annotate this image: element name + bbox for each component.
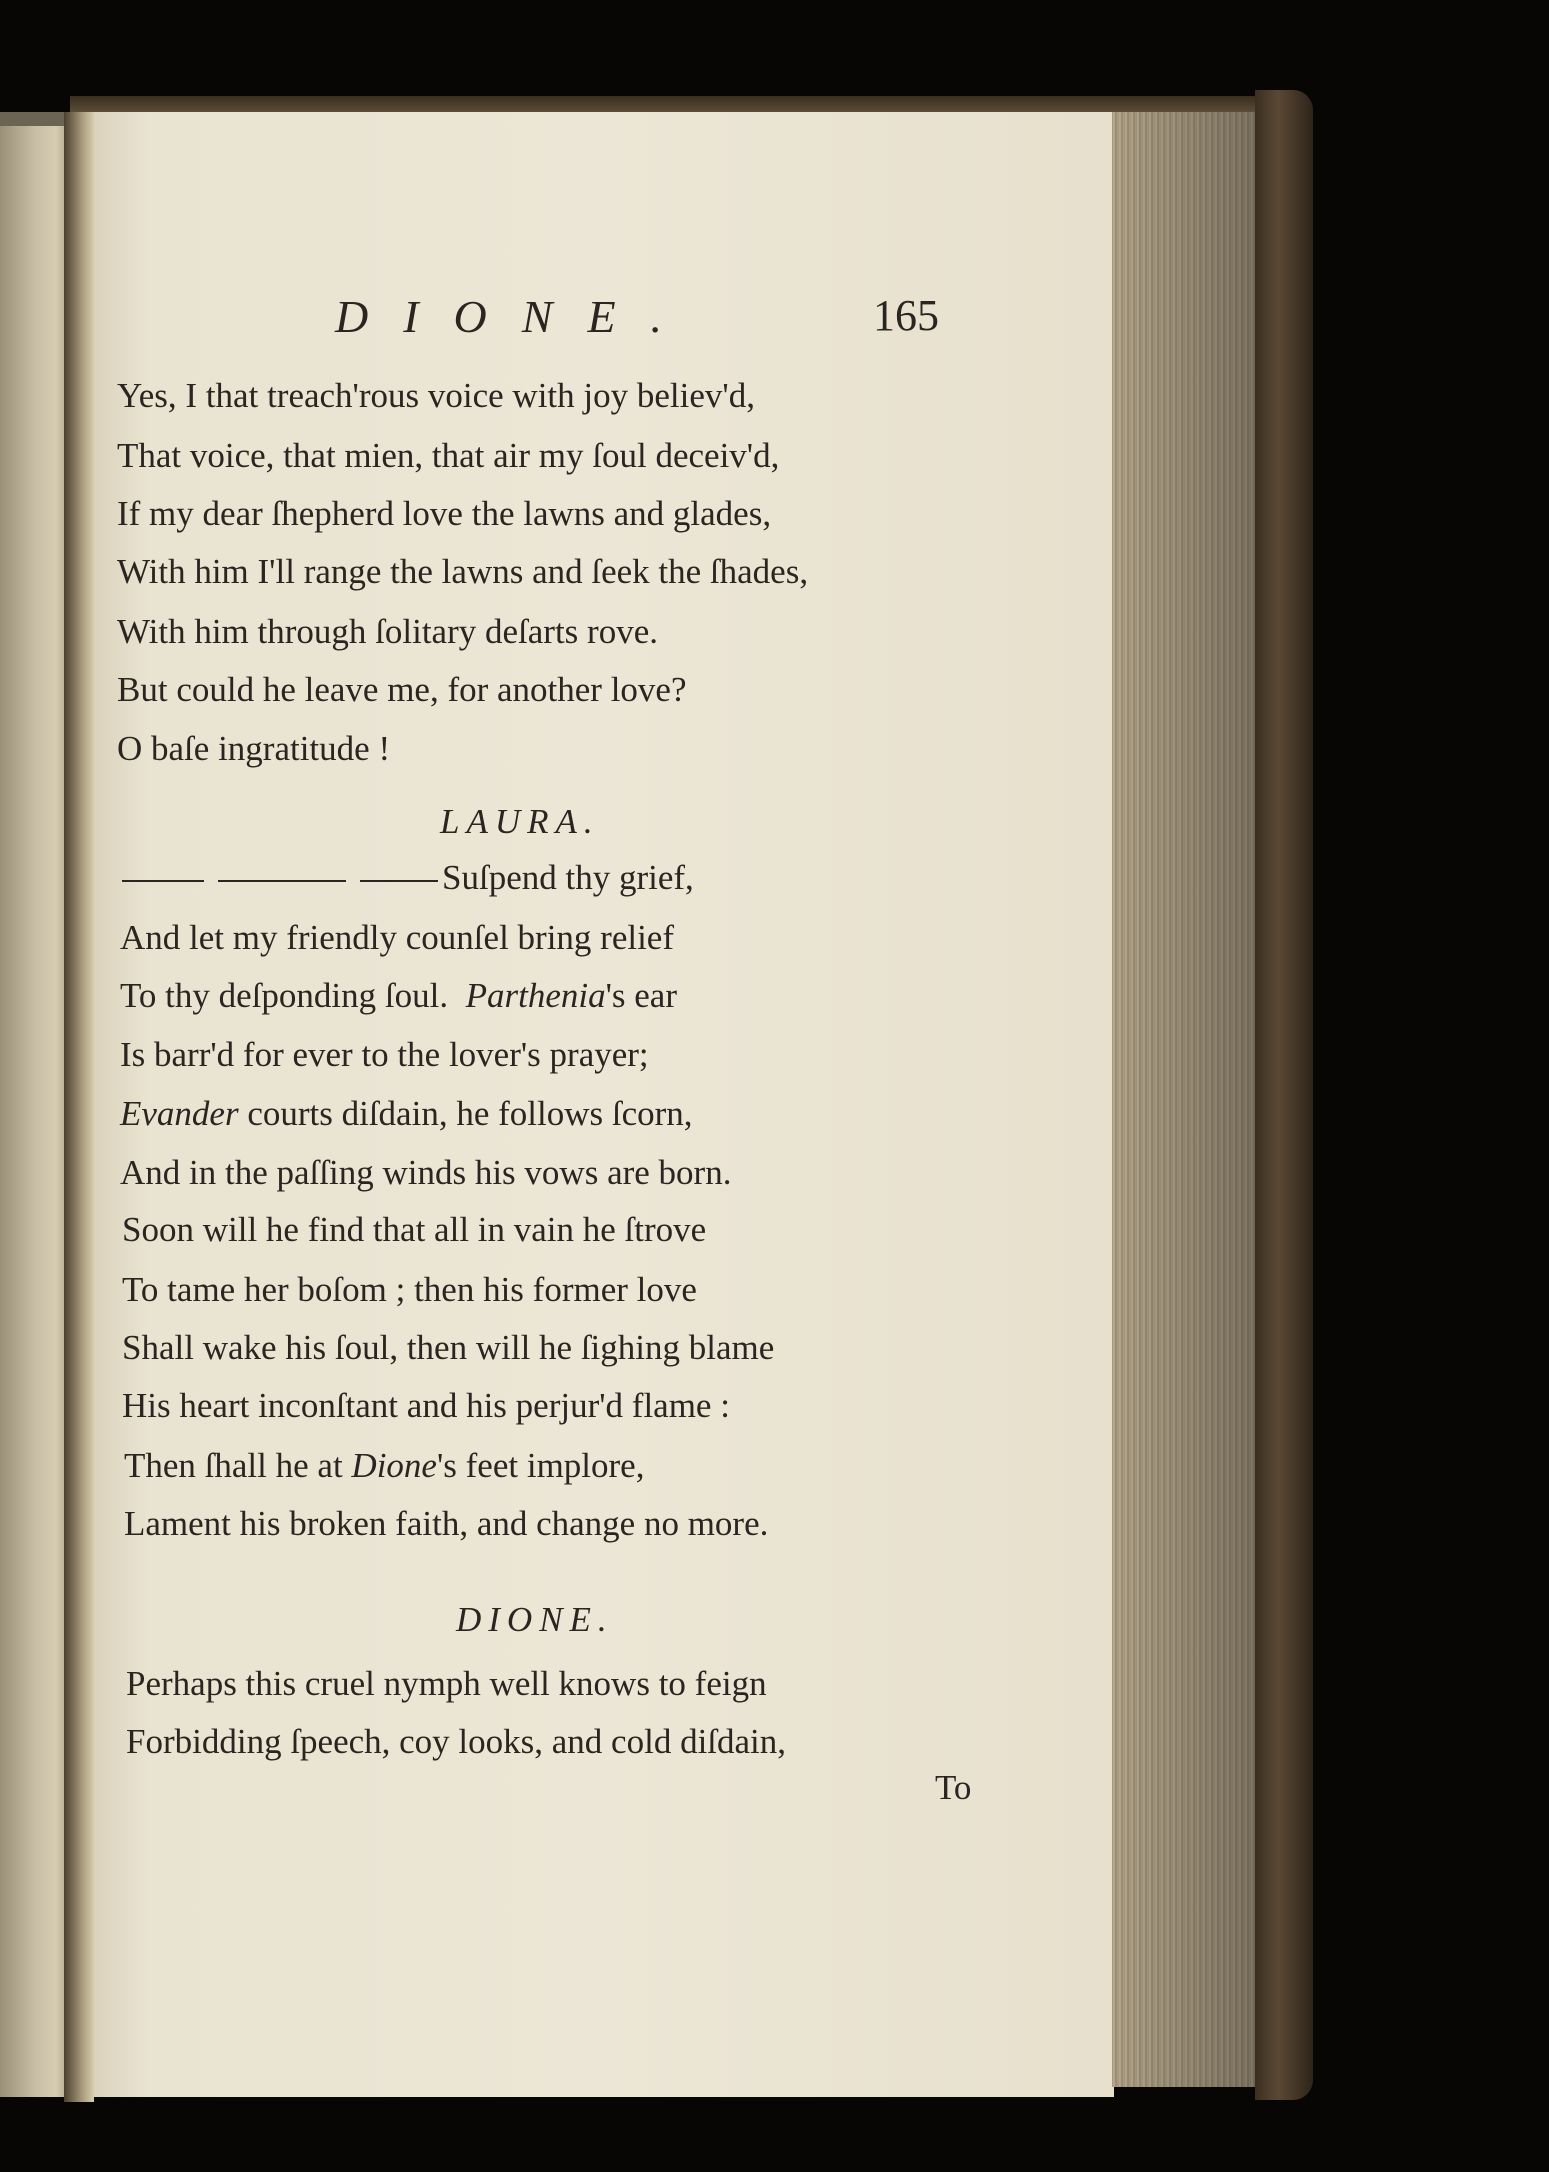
fore-edge-shadow bbox=[1112, 112, 1262, 2087]
verse-line: If my dear ſhepherd love the lawns and glades, bbox=[117, 494, 772, 533]
verse-line: With him through ſolitary deſarts rove. bbox=[117, 612, 658, 651]
verse-line: Lament his broken faith, and change no more. bbox=[124, 1504, 769, 1543]
book-cover bbox=[1255, 90, 1313, 2100]
character-name: Dione bbox=[351, 1446, 437, 1485]
verse-line: But could he leave me, for another love? bbox=[117, 670, 687, 709]
character-name: Evander bbox=[120, 1094, 239, 1133]
verse-text: Then ſhall he at bbox=[124, 1446, 352, 1485]
verse-text: 's ear bbox=[605, 976, 677, 1015]
verse-line bbox=[124, 1446, 644, 1486]
verse-text: 's feet implore, bbox=[436, 1446, 645, 1485]
rule-dash bbox=[122, 880, 204, 882]
verse-line: And let my friendly counſel bring relief bbox=[120, 918, 675, 957]
rule-dash bbox=[360, 880, 438, 882]
catchword: To bbox=[935, 1768, 972, 1807]
verse-text: To thy deſponding ſoul. bbox=[120, 976, 449, 1015]
verse-line: His heart inconſtant and his perjur'd flame : bbox=[122, 1386, 730, 1425]
verse-line: Soon will he find that all in vain he ſtrove bbox=[122, 1210, 707, 1249]
verse-text: courts diſdain, he follows ſcorn, bbox=[238, 1094, 693, 1133]
verse-line: Yes, I that treach'rous voice with joy believ'd, bbox=[117, 376, 755, 415]
verse-line: Perhaps this cruel nymph well knows to feign bbox=[126, 1664, 767, 1703]
verse-line: With him I'll range the lawns and ſeek the ſhades, bbox=[117, 552, 809, 591]
verse-line bbox=[120, 1094, 693, 1134]
book-gutter bbox=[64, 112, 94, 2102]
speaker-name: LAURA. bbox=[440, 802, 600, 841]
verse-line: That voice, that mien, that air my ſoul deceiv'd, bbox=[117, 436, 780, 475]
verse-line: O baſe ingratitude ! bbox=[117, 729, 391, 768]
rule-dash bbox=[218, 880, 346, 882]
verse-line: To tame her boſom ; then his former love bbox=[122, 1270, 697, 1309]
page-number: 165 bbox=[873, 291, 939, 340]
speaker-name: DIONE. bbox=[456, 1600, 614, 1639]
running-title: DIONE. bbox=[335, 291, 698, 342]
verse-line: Shall wake his ſoul, then will he ſighing blame bbox=[122, 1328, 775, 1367]
verse-line: Forbidding ſpeech, coy looks, and cold diſdain, bbox=[126, 1722, 787, 1761]
verse-line: And in the paſſing winds his vows are born. bbox=[120, 1153, 732, 1192]
verse-line: Is barr'd for ever to the lover's prayer; bbox=[120, 1035, 649, 1074]
verse-line bbox=[122, 858, 694, 898]
verse-line bbox=[120, 976, 677, 1016]
character-name: Parthenia bbox=[465, 976, 606, 1015]
verse-text: Suſpend thy grief, bbox=[442, 858, 694, 897]
